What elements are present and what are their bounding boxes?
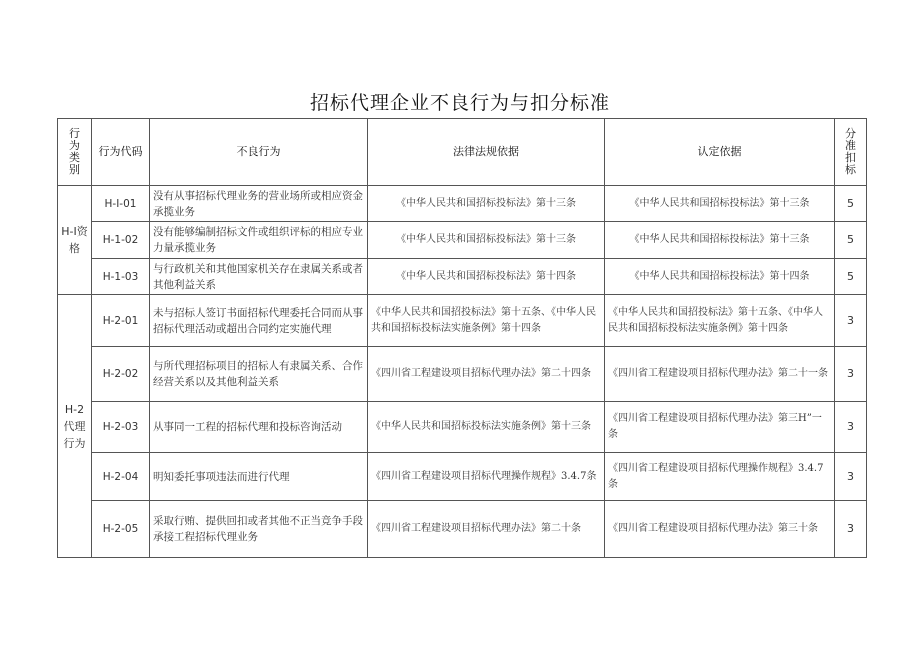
header-basis: 认定依据 (605, 119, 835, 186)
table-row (58, 402, 867, 453)
code-cell: H-2-01 (92, 295, 150, 347)
score-cell: 5 (835, 259, 867, 295)
basis-cell: 《中华人民共和国招标投标法》第十三条 (605, 222, 835, 259)
code-cell: H-I-01 (92, 186, 150, 222)
table-row (58, 295, 867, 347)
behavior-cell: 明知委托事项违法而进行代理 (150, 453, 368, 501)
page-title: 招标代理企业不良行为与扣分标准 (309, 92, 610, 114)
table-row (58, 501, 867, 558)
score-cell: 5 (835, 186, 867, 222)
basis-cell: 《四川省工程建设项目招标代理办法》第三H”一条 (605, 402, 835, 453)
score-cell: 3 (835, 453, 867, 501)
score-cell: 5 (835, 222, 867, 259)
basis-cell: 《四川省工程建设项目招标代理操作规程》3.4.7条 (605, 453, 835, 501)
table-row (58, 259, 867, 295)
behavior-cell: 未与招标人签订书面招标代理委托合同而从事招标代理活动或超出合同约定实施代理 (150, 295, 368, 347)
score-cell: 3 (835, 347, 867, 402)
table-header-row (58, 119, 867, 186)
basis-cell: 《中华人民共和国招投标法》第十五条、《中华人民共和国招标投标法实施条例》第十四条 (605, 295, 835, 347)
behavior-cell: 没有从事招标代理业务的营业场所或相应资金承揽业务 (150, 186, 368, 222)
category-cell: H-2代理行为 (58, 295, 92, 558)
behavior-cell: 从事同一工程的招标代理和投标咨询活动 (150, 402, 368, 453)
score-cell: 3 (835, 501, 867, 558)
basis-cell: 《四川省工程建设项目招标代理办法》第二十一条 (605, 347, 835, 402)
law-cell: 《中华人民共和国招标投标法》第十四条 (368, 259, 605, 295)
law-cell: 《中华人民共和国招标投标法实施条例》第十三条 (368, 402, 605, 453)
code-cell: H-1-03 (92, 259, 150, 295)
category-cell: H-I资格 (58, 186, 92, 295)
basis-cell: 《中华人民共和国招标投标法》第十三条 (605, 186, 835, 222)
header-code: 行为代码 (92, 119, 150, 186)
behavior-cell: 没有能够编制招标文件或组织评标的相应专业力量承揽业务 (150, 222, 368, 259)
code-cell: H-2-03 (92, 402, 150, 453)
header-law: 法律法规依据 (368, 119, 605, 186)
table-row (58, 222, 867, 259)
code-cell: H-2-02 (92, 347, 150, 402)
basis-cell: 《中华人民共和国招标投标法》第十四条 (605, 259, 835, 295)
behavior-cell: 与所代理招标项目的招标人有隶属关系、合作经营关系以及其他利益关系 (150, 347, 368, 402)
law-cell: 《四川省工程建设项目招标代理操作规程》3.4.7条 (368, 453, 605, 501)
header-behavior: 不良行为 (150, 119, 368, 186)
penalty-table (57, 118, 867, 558)
table-row (58, 453, 867, 501)
code-cell: H-2-05 (92, 501, 150, 558)
law-cell: 《四川省工程建设项目招标代理办法》第二十四条 (368, 347, 605, 402)
header-score: 分准扣标 (835, 119, 867, 186)
code-cell: H-2-04 (92, 453, 150, 501)
table-row (58, 347, 867, 402)
score-cell: 3 (835, 295, 867, 347)
law-cell: 《中华人民共和国招投标法》第十五条、《中华人民共和国招标投标法实施条例》第十四条 (368, 295, 605, 347)
table-row (58, 186, 867, 222)
law-cell: 《中华人民共和国招标投标法》第十三条 (368, 222, 605, 259)
score-cell: 3 (835, 402, 867, 453)
basis-cell: 《四川省工程建设项目招标代理办法》第三十条 (605, 501, 835, 558)
header-category: 行为类别 (58, 119, 92, 186)
law-cell: 《四川省工程建设项目招标代理办法》第二十条 (368, 501, 605, 558)
behavior-cell: 采取行贿、提供回扣或者其他不正当竞争手段承接工程招标代理业务 (150, 501, 368, 558)
code-cell: H-1-02 (92, 222, 150, 259)
law-cell: 《中华人民共和国招标投标法》第十三条 (368, 186, 605, 222)
behavior-cell: 与行政机关和其他国家机关存在隶属关系或者其他利益关系 (150, 259, 368, 295)
